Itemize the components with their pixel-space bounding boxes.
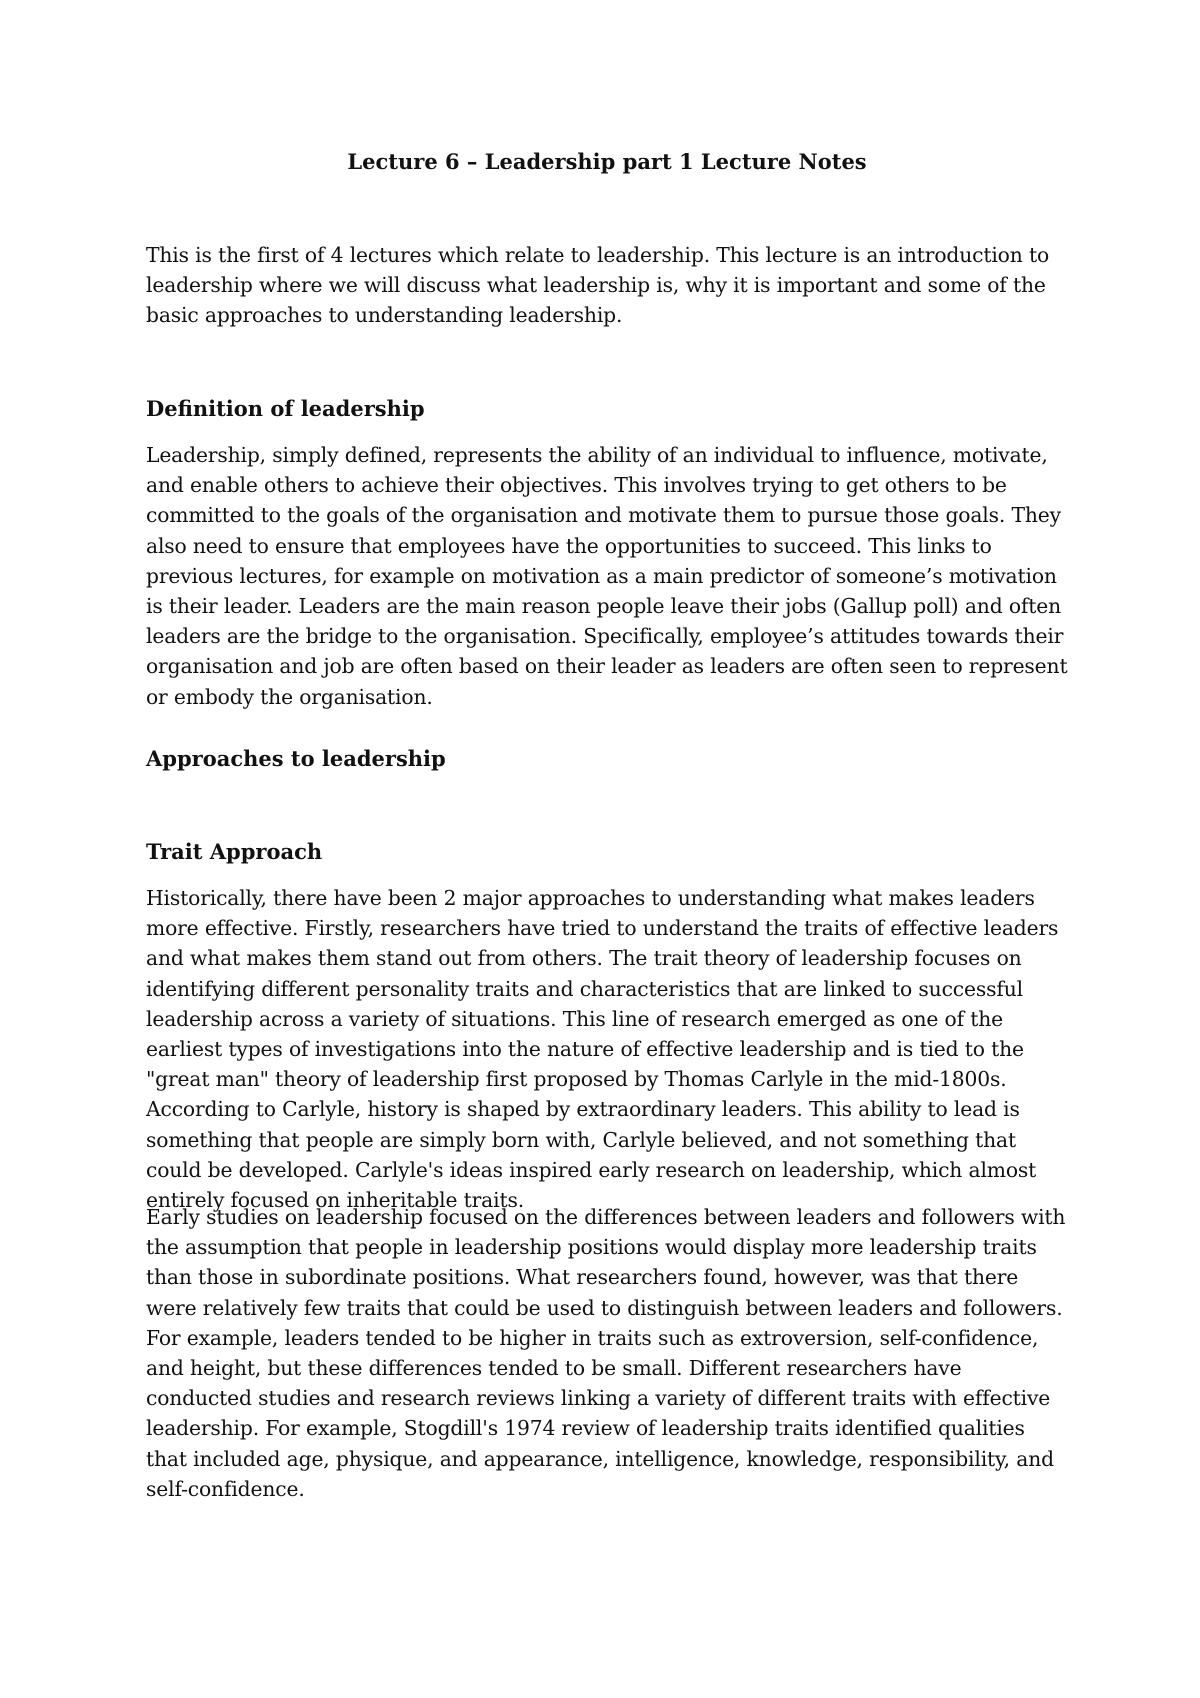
trait-paragraph-2: Early studies on leadership focused on the differences between leaders and followers with the assumption that people in leadership positions would display more leadership traits than those in subordinate positions. What researchers found, however, was that there were relatively few traits that could be used to distinguish between leaders and followers. For example, leaders tended to be higher in traits such as extroversion, self-confidence, and height, but these differences tended to be small. Different researchers have conducted studies and research reviews linking a variety of different traits with effective leadership. For example, Stogdill's 1974 review of leadership traits identified qualities that included age, physique, and appearance, intelligence, knowledge, responsibility, and self-confidence. xyxy=(146,1205,1066,1501)
document-title: Lecture 6 – Leadership part 1 Lecture Notes xyxy=(347,149,867,174)
section-heading-definition: Definition of leadership xyxy=(146,396,425,421)
section-heading-approaches: Approaches to leadership xyxy=(146,746,446,771)
document-page xyxy=(146,0,1068,1698)
intro-paragraph: This is the first of 4 lectures which relate to leadership. This lecture is an introduction to leadership where we will discuss what leadership is, why it is important and some of the basic approaches to understanding leadership. xyxy=(146,243,1050,328)
definition-paragraph: Leadership, simply defined, represents the ability of an individual to influence, motivate, and enable others to achieve their objectives. This involves trying to get others to be committed to the goals of the organisation and motivate them to pursue those goals. They also need to ensure that employees have the opportunities to succeed. This links to previous lectures, for example on motivation as a main predictor of someone’s motivation is their leader. Leaders are the main reason people leave their jobs (Gallup poll) and often leaders are the bridge to the organisation. Specifically, employee’s attitudes towards their organisation and job are often based on their leader as leaders are often seen to represent or embody the organisation. xyxy=(146,443,1068,709)
section-heading-trait-approach: Trait Approach xyxy=(146,839,323,864)
trait-paragraph-1: Historically, there have been 2 major approaches to understanding what makes leaders more effective. Firstly, researchers have tried to understand the traits of effective leaders and what makes them stand out from others. The trait theory of leadership focuses on identifying different personality traits and characteristics that are linked to successful leadership across a variety of situations. This line of research emerged as one of the earliest types of investigations into the nature of effective leadership and is tied to the "great man" theory of leadership first proposed by Thomas Carlyle in the mid-1800s. According to Carlyle, history is shaped by extraordinary leaders. This ability to lead is something that people are simply born with, Carlyle believed, and not something that could be developed. Carlyle's ideas inspired early research on leadership, which almost entirely focused on inheritable traits. xyxy=(146,886,1059,1213)
